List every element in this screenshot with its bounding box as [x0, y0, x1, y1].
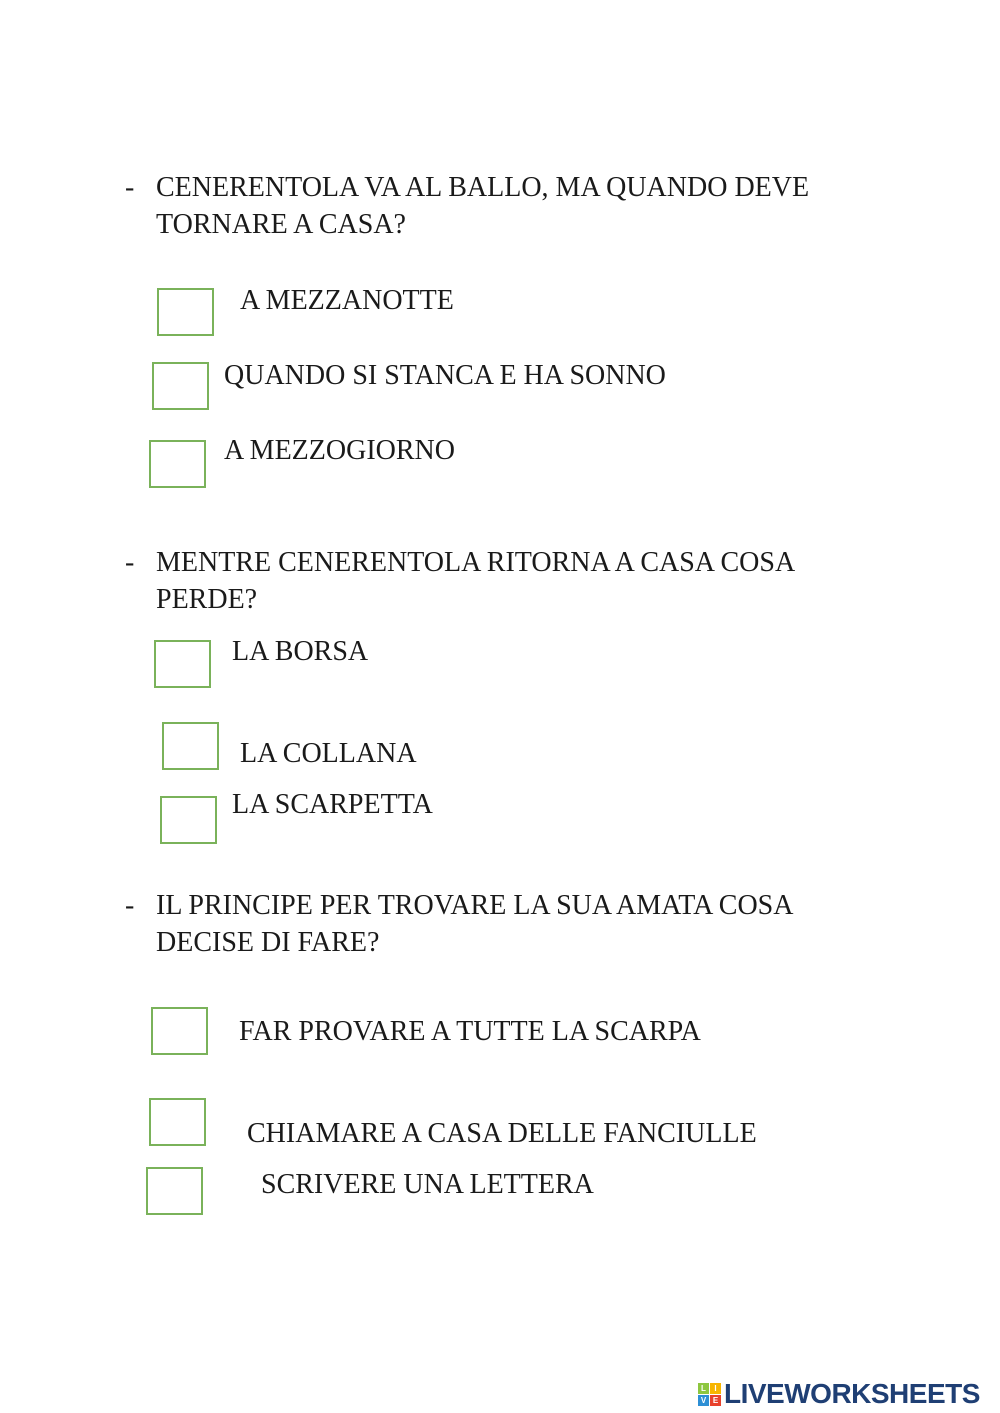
checkbox-q1-b[interactable] — [152, 362, 209, 410]
checkbox-q1-a[interactable] — [157, 288, 214, 336]
logo-text: LIVEWORKSHEETS — [724, 1378, 980, 1409]
option-q3-b: CHIAMARE A CASA DELLE FANCIULLE — [247, 1118, 757, 1149]
logo-squares-icon — [698, 1383, 721, 1406]
checkbox-q2-c[interactable] — [160, 796, 217, 844]
question-2-line-2: PERDE? — [156, 584, 258, 615]
question-dash: - — [125, 890, 135, 921]
question-2-line-1: MENTRE CENERENTOLA RITORNA A CASA COSA — [156, 547, 796, 578]
checkbox-q2-b[interactable] — [162, 722, 219, 770]
checkbox-q2-a[interactable] — [154, 640, 211, 688]
question-1-line-1: CENERENTOLA VA AL BALLO, MA QUANDO DEVE — [156, 172, 810, 203]
option-q2-b: LA COLLANA — [240, 738, 417, 769]
logo-letter: L — [698, 1383, 709, 1394]
question-3-line-1: IL PRINCIPE PER TROVARE LA SUA AMATA COSA — [156, 890, 794, 921]
option-q3-c: SCRIVERE UNA LETTERA — [261, 1169, 594, 1200]
option-q2-c: LA SCARPETTA — [232, 789, 433, 820]
option-q1-a: A MEZZANOTTE — [240, 285, 454, 316]
checkbox-q3-c[interactable] — [146, 1167, 203, 1215]
option-q1-b: QUANDO SI STANCA E HA SONNO — [224, 360, 666, 391]
question-3-line-2: DECISE DI FARE? — [156, 927, 380, 958]
liveworksheets-logo — [698, 1378, 980, 1410]
logo-letter: E — [710, 1395, 721, 1406]
logo-letter: V — [698, 1395, 709, 1406]
question-dash: - — [125, 172, 135, 203]
question-1-line-2: TORNARE A CASA? — [156, 209, 406, 240]
checkbox-q3-b[interactable] — [149, 1098, 206, 1146]
question-dash: - — [125, 547, 135, 578]
checkbox-q1-c[interactable] — [149, 440, 206, 488]
option-q2-a: LA BORSA — [232, 636, 369, 667]
option-q1-c: A MEZZOGIORNO — [224, 435, 455, 466]
checkbox-q3-a[interactable] — [151, 1007, 208, 1055]
option-q3-a: FAR PROVARE A TUTTE LA SCARPA — [239, 1016, 701, 1047]
logo-letter: I — [710, 1383, 721, 1394]
